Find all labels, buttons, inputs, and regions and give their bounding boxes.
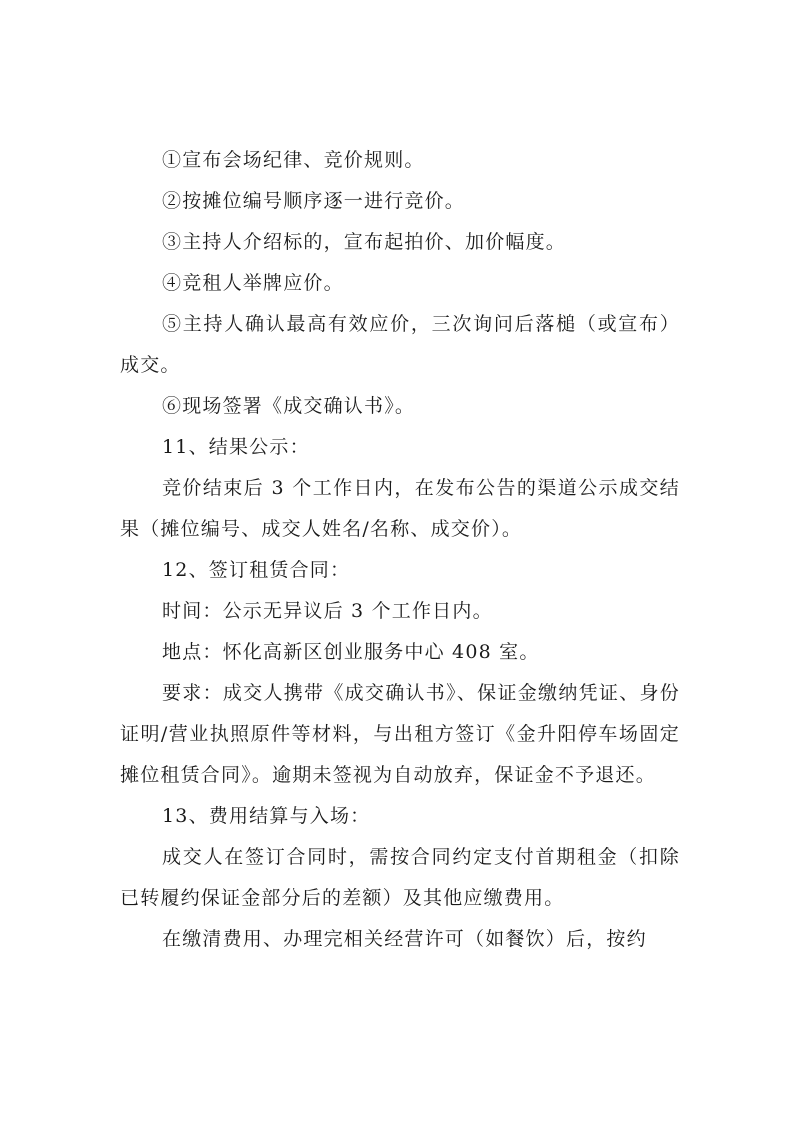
step-2-bidding-order: ②按摊位编号顺序逐一进行竞价。: [162, 190, 466, 212]
section-13-heading: 13、费用结算与入场：: [162, 805, 371, 827]
section-12-heading: 12、签订租赁合同：: [162, 559, 351, 581]
step-5-confirm-highest-bid: ⑤主持人确认最高有效应价，三次询问后落槌（或宣布）成交。: [120, 313, 680, 376]
section-13-payment: 成交人在签订合同时，需按合同约定支付首期租金（扣除已转履约保证金部分后的差额）及其他应缴费用。: [120, 846, 680, 909]
section-12-time: 时间：公示无异议后 3 个工作日内。: [162, 600, 493, 622]
step-4-raise-paddle: ④竞租人举牌应价。: [162, 272, 344, 294]
document-body: [120, 140, 680, 960]
section-11-heading: 11、结果公示：: [162, 436, 310, 458]
section-11-body: 竞价结束后 3 个工作日内，在发布公告的渠道公示成交结果（摊位编号、成交人姓名/名称、成交价）。: [120, 477, 680, 540]
section-12-requirements: 要求：成交人携带《成交确认书》、保证金缴纳凭证、身份证明/营业执照原件等材料，与出租方签订《金升阳停车场固定摊位租赁合同》。逾期未签视为自动放弃，保证金不予退还。: [120, 682, 680, 786]
step-1-announce-rules: ①宣布会场纪律、竞价规则。: [162, 149, 425, 171]
section-12-location: 地点：怀化高新区创业服务中心 408 室。: [162, 641, 540, 663]
step-3-introduce-target: ③主持人介绍标的，宣布起拍价、加价幅度。: [162, 231, 567, 253]
step-6-sign-confirmation: ⑥现场签署《成交确认书》。: [162, 395, 416, 417]
section-13-entry: 在缴清费用、办理完相关经营许可（如餐饮）后，按约: [162, 928, 647, 950]
